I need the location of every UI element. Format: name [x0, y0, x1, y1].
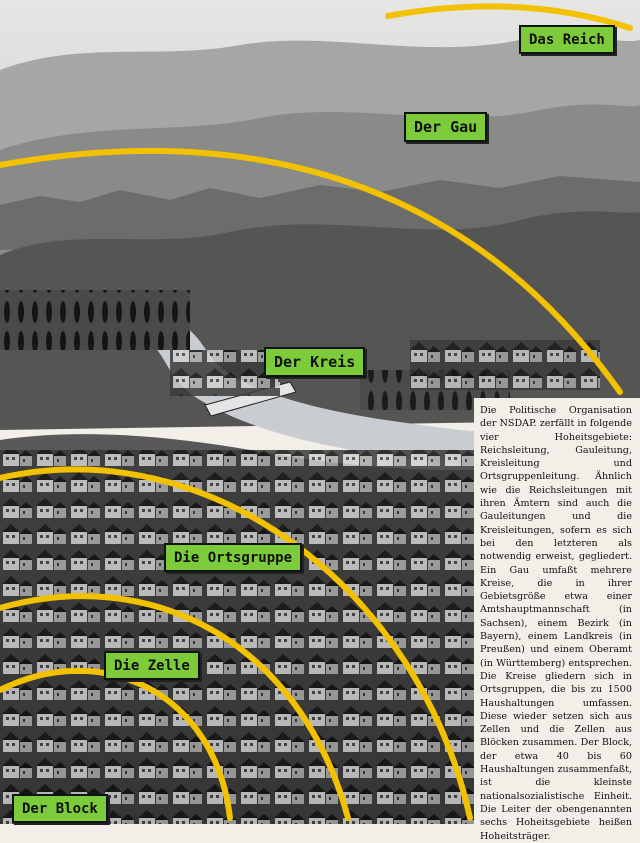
label-der-gau: Der Gau	[404, 112, 487, 142]
caption-text: Die Politische Organisation der NSDAP. zerfällt in folgende vier Hoheitsgebiete: Reichsleitung, Gauleitung, Kreisleitung und Ortsgruppenleitung. Ähnlich wie die Reichsleitungen mit ihren Ämtern sind auch die Gauleitungen und die Kreisleitungen, sofern es sich bei den letzteren als notwendig erweist, gegliedert. Ein Gau umfaßt mehrere Kreise, die in ihrer Gebietsgröße etwa einer Amtshauptmannschaft (in Sachsen), einem Bezirk (in Bayern), einem Landkreis (in Preußen) und einem Oberamt (in Württemberg) entsprechen. Die Kreise gliedern sich in Ortsgruppen, die bis zu 1500 Haushaltungen umfassen. Diese wieder setzen sich aus Zellen und die Zellen aus Blöcken zusammen. Der Block, der etwa 40 bis 60 Haushaltungen zusammenfaßt, ist die kleinste nationalsozialistische Einheit. Die Leiter der obengenannten sechs Hoheitsgebiete heißen Hoheitsträger.	[480, 405, 632, 842]
label-der-block: Der Block	[12, 794, 108, 823]
hill-village-right	[410, 340, 600, 390]
tree-row-left	[0, 290, 190, 350]
label-der-kreis: Der Kreis	[264, 347, 365, 377]
town-houses	[0, 450, 478, 824]
label-die-zelle: Die Zelle	[104, 651, 200, 680]
label-die-ortsgruppe: Die Ortsgruppe	[164, 543, 302, 572]
label-das-reich: Das Reich	[519, 25, 615, 54]
